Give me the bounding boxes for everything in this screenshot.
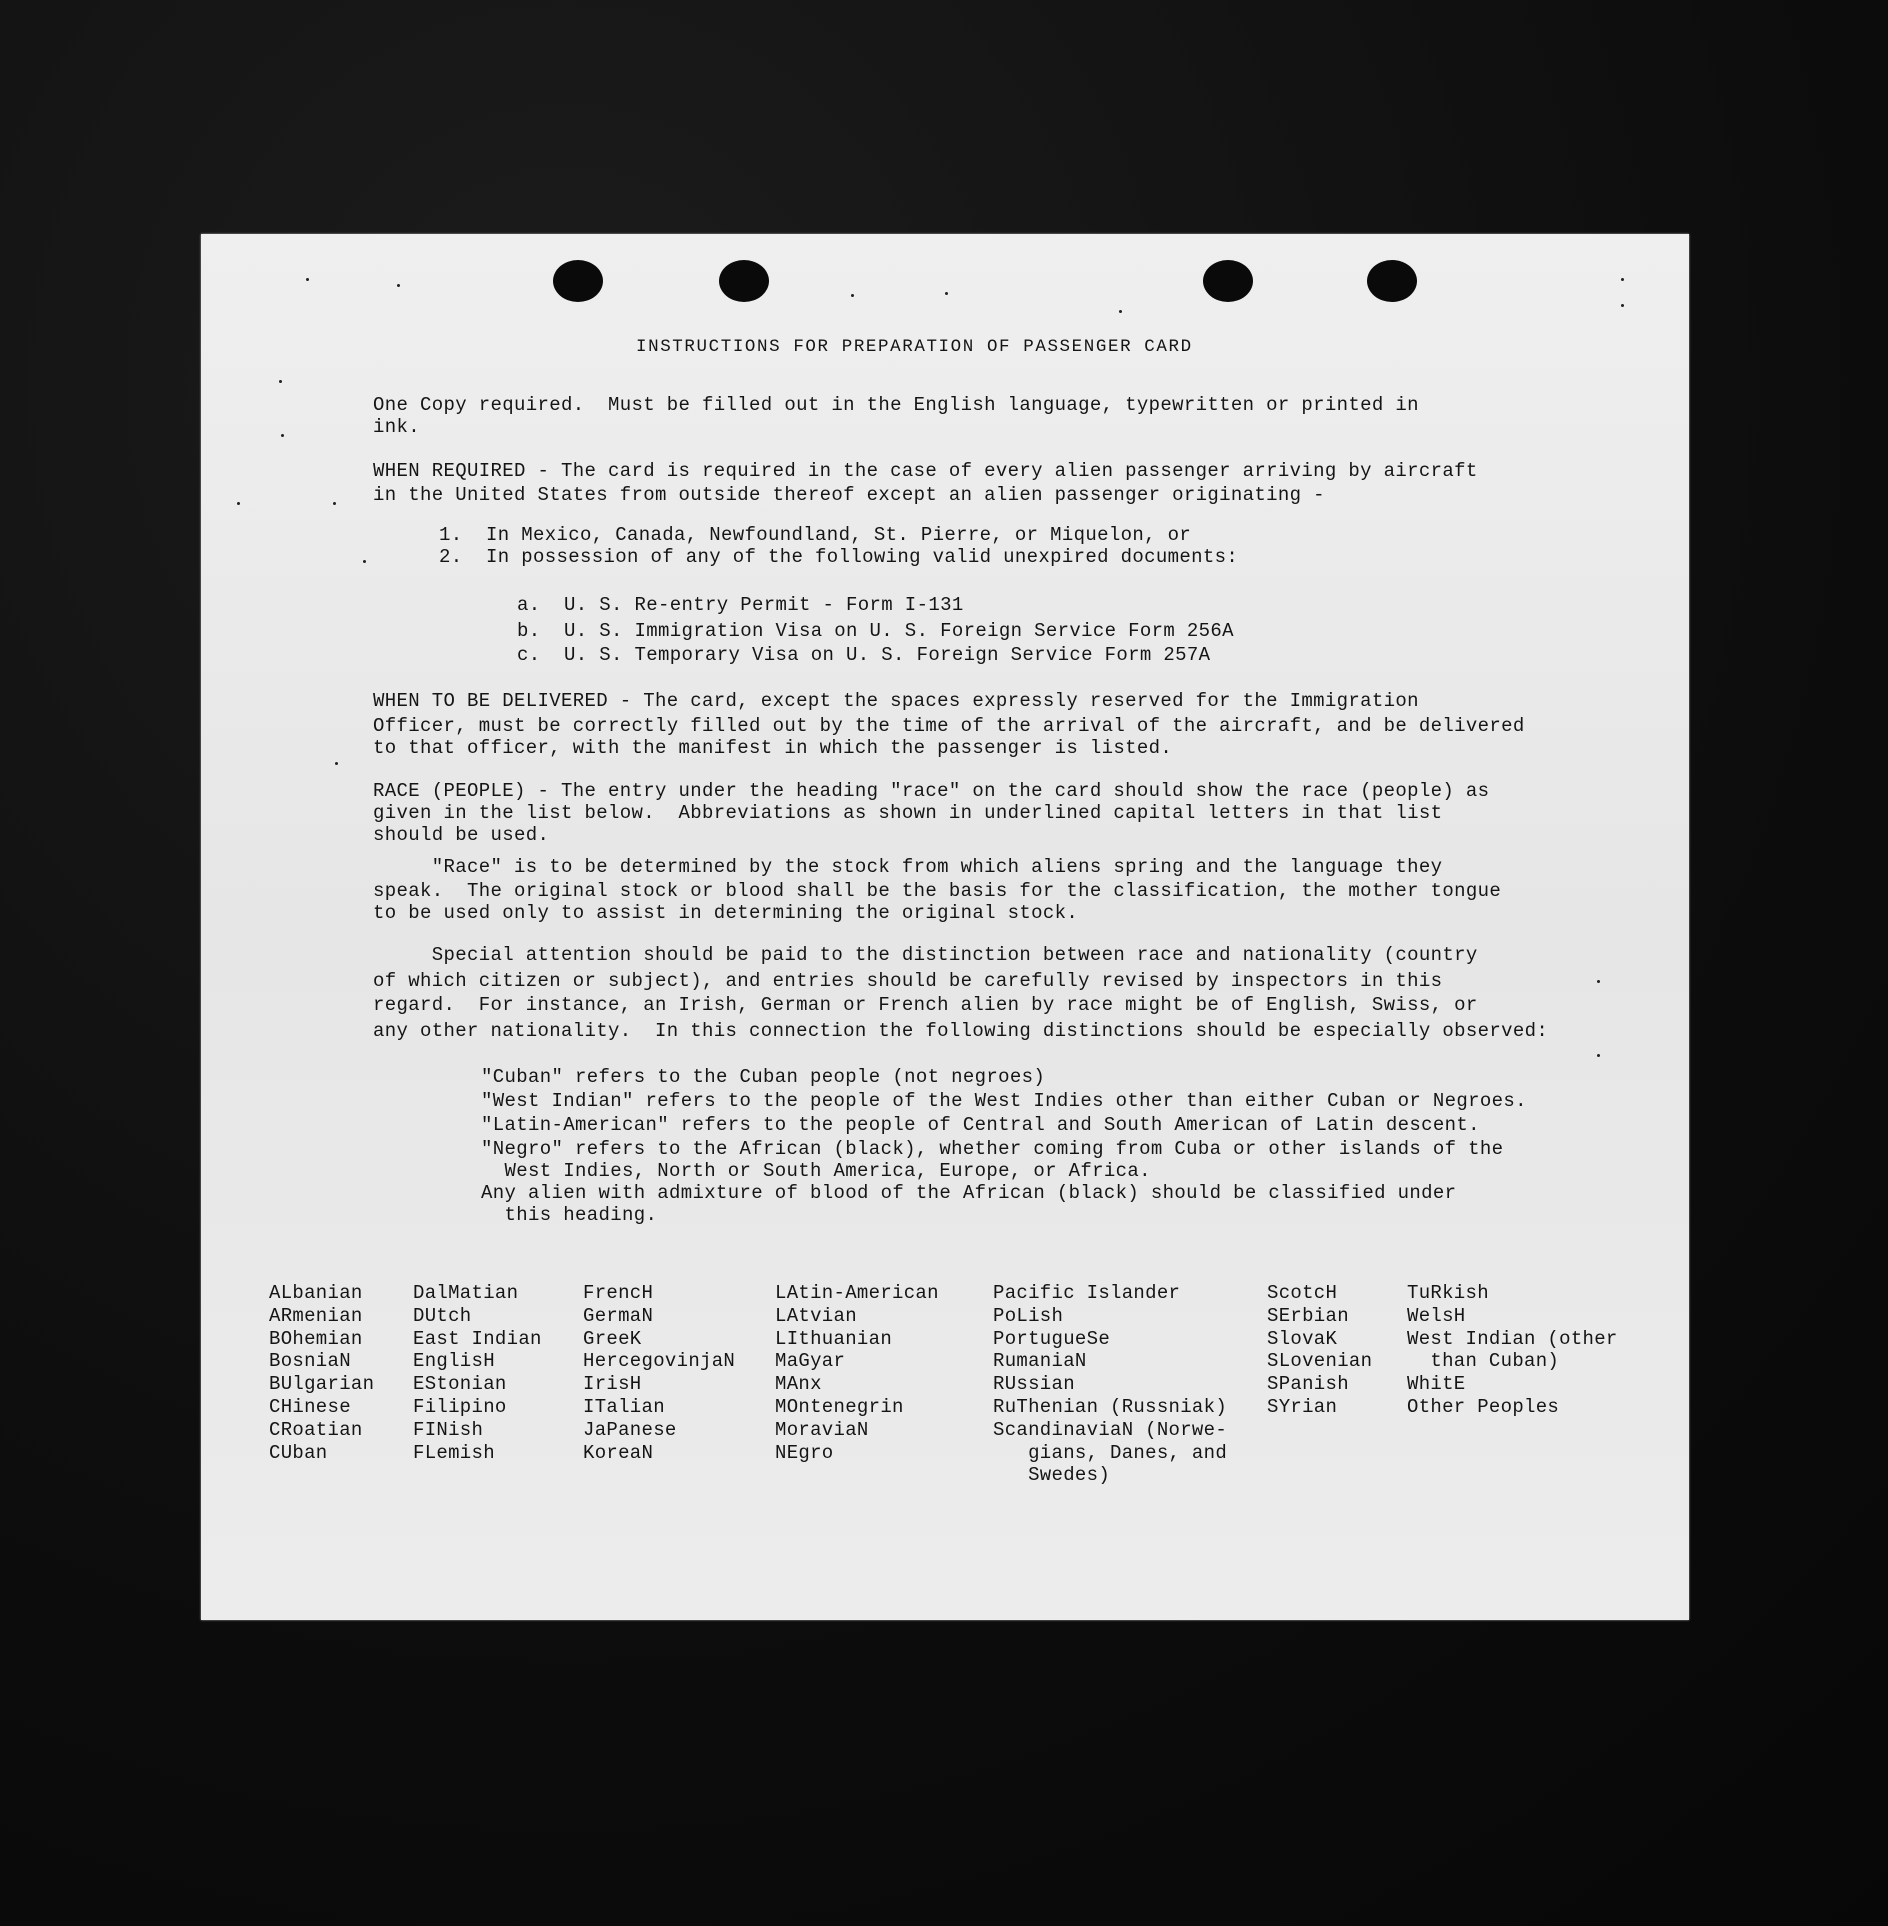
race-def-line-1: "Race" is to be determined by the stock from which aliens spring and the language they bbox=[373, 856, 1443, 878]
document-page bbox=[201, 234, 1689, 1620]
race-entry: GreeK bbox=[583, 1327, 642, 1350]
race-entry: BUlgarian bbox=[269, 1373, 375, 1396]
distinction-line-4: "Negro" refers to the African (black), whether coming from Cuba or other islands of the bbox=[481, 1138, 1504, 1160]
lettered-item-c: c. U. S. Temporary Visa on U. S. Foreign Service Form 257A bbox=[517, 644, 1211, 666]
race-entry: MOntenegrin bbox=[775, 1395, 904, 1418]
race-def-line-2: speak. The original stock or blood shall be the basis for the classification, the mother tongue bbox=[373, 880, 1502, 902]
lettered-item-a: a. U. S. Re-entry Permit - Form I-131 bbox=[517, 594, 964, 616]
race-entry: LIthuanian bbox=[775, 1327, 893, 1350]
race-column-3 bbox=[583, 1282, 735, 1464]
race-entry: ALbanian bbox=[269, 1282, 363, 1304]
race-entry: LAtvian bbox=[775, 1304, 857, 1327]
race-entry: HercegovinjaN bbox=[583, 1350, 736, 1373]
distinction-line-3: "Latin-American" refers to the people of Central and South American of Latin descent. bbox=[481, 1114, 1480, 1136]
race-entry: FLemish bbox=[413, 1441, 495, 1464]
race-entry: ScandinaviaN (Norwe- bbox=[993, 1418, 1228, 1441]
when-delivered-line-2: Officer, must be correctly filled out by the time of the arrival of the aircraft, and be delivered bbox=[373, 715, 1525, 737]
race-line-1: RACE (PEOPLE) - The entry under the heading "race" on the card should show the race (people) as bbox=[373, 780, 1490, 802]
race-column-4 bbox=[775, 1282, 939, 1464]
race-entry: GermaN bbox=[583, 1304, 654, 1327]
distinction-line-2: "West Indian" refers to the people of the West Indies other than either Cuban or Negroes. bbox=[481, 1090, 1527, 1112]
special-line-2: of which citizen or subject), and entries should be carefully revised by inspectors in this bbox=[373, 970, 1443, 992]
race-column-6 bbox=[1267, 1282, 1372, 1419]
race-entry: IrisH bbox=[583, 1373, 642, 1396]
race-entry: CRoatian bbox=[269, 1418, 363, 1441]
race-entry: KoreaN bbox=[583, 1441, 654, 1464]
race-entry: gians, Danes, and bbox=[993, 1441, 1228, 1464]
special-line-4: any other nationality. In this connection the following distinctions should be especially observed: bbox=[373, 1020, 1549, 1042]
race-entry: RUssian bbox=[993, 1373, 1075, 1396]
race-entry: East Indian bbox=[413, 1327, 542, 1350]
race-entry: DUtch bbox=[413, 1304, 472, 1327]
race-entry: SErbian bbox=[1267, 1304, 1349, 1327]
race-entry: RumaniaN bbox=[993, 1350, 1087, 1373]
race-entry: MAnx bbox=[775, 1373, 822, 1396]
race-entry: SPanish bbox=[1267, 1373, 1349, 1396]
special-line-1: Special attention should be paid to the distinction between race and nationality (country bbox=[373, 944, 1478, 966]
race-line-3: should be used. bbox=[373, 824, 550, 846]
race-entry: than Cuban) bbox=[1407, 1350, 1560, 1373]
intro-line-2: ink. bbox=[373, 416, 421, 438]
punch-hole bbox=[719, 260, 769, 302]
special-line-3: regard. For instance, an Irish, German or French alien by race might be of English, Swiss, or bbox=[373, 994, 1478, 1016]
when-delivered-line-1: WHEN TO BE DELIVERED - The card, except the spaces expressly reserved for the Immigration bbox=[373, 690, 1419, 712]
lettered-item-b: b. U. S. Immigration Visa on U. S. Foreign Service Form 256A bbox=[517, 620, 1234, 642]
numbered-item-1: 1. In Mexico, Canada, Newfoundland, St. Pierre, or Miquelon, or bbox=[439, 524, 1192, 546]
race-entry: West Indian (other bbox=[1407, 1327, 1618, 1350]
race-entry: PoLish bbox=[993, 1304, 1064, 1327]
document-title: INSTRUCTIONS FOR PREPARATION OF PASSENGER CARD bbox=[636, 337, 1193, 357]
distinction-line-1: "Cuban" refers to the Cuban people (not negroes) bbox=[481, 1066, 1046, 1088]
race-entry: NEgro bbox=[775, 1441, 834, 1464]
race-entry: ITalian bbox=[583, 1395, 665, 1418]
race-entry: JaPanese bbox=[583, 1418, 677, 1441]
punch-hole bbox=[1203, 260, 1253, 302]
race-entry: EStonian bbox=[413, 1373, 507, 1396]
race-entry: PortugueSe bbox=[993, 1327, 1111, 1350]
race-entry: CHinese bbox=[269, 1395, 351, 1418]
punch-hole bbox=[1367, 260, 1417, 302]
race-entry: WhitE bbox=[1407, 1373, 1466, 1396]
race-entry: FINish bbox=[413, 1418, 484, 1441]
race-entry: RuThenian (Russniak) bbox=[993, 1395, 1228, 1418]
race-entry: Filipino bbox=[413, 1395, 507, 1418]
race-entry: BosniaN bbox=[269, 1350, 351, 1373]
distinction-line-5: West Indies, North or South America, Europe, or Africa. bbox=[481, 1160, 1151, 1182]
race-def-line-3: to be used only to assist in determining the original stock. bbox=[373, 902, 1079, 924]
race-entry: MoraviaN bbox=[775, 1418, 869, 1441]
when-required-line-1: WHEN REQUIRED - The card is required in the case of every alien passenger arriving by aircraft bbox=[373, 460, 1478, 482]
punch-hole bbox=[553, 260, 603, 302]
race-entry: MaGyar bbox=[775, 1350, 846, 1373]
when-required-line-2: in the United States from outside thereof except an alien passenger originating - bbox=[373, 484, 1325, 506]
race-entry: Pacific Islander bbox=[993, 1282, 1181, 1304]
race-entry: ScotcH bbox=[1267, 1282, 1338, 1304]
race-entry: FrencH bbox=[583, 1282, 654, 1304]
race-column-7 bbox=[1407, 1282, 1618, 1419]
race-entry: BOhemian bbox=[269, 1327, 363, 1350]
race-line-2: given in the list below. Abbreviations as shown in underlined capital letters in that list bbox=[373, 802, 1443, 824]
race-entry: CUban bbox=[269, 1441, 328, 1464]
when-delivered-line-3: to that officer, with the manifest in which the passenger is listed. bbox=[373, 737, 1173, 759]
race-entry: Other Peoples bbox=[1407, 1395, 1560, 1418]
race-entry: Swedes) bbox=[993, 1464, 1111, 1487]
distinction-line-7: this heading. bbox=[481, 1204, 658, 1226]
race-entry: SYrian bbox=[1267, 1395, 1338, 1418]
race-entry: SLovenian bbox=[1267, 1350, 1373, 1373]
race-column-1 bbox=[269, 1282, 374, 1464]
intro-line-1: One Copy required. Must be filled out in the English language, typewritten or printed in bbox=[373, 394, 1419, 416]
race-entry: EnglisH bbox=[413, 1350, 495, 1373]
race-entry: ARmenian bbox=[269, 1304, 363, 1327]
distinction-line-6: Any alien with admixture of blood of the African (black) should be classified under bbox=[481, 1182, 1457, 1204]
race-entry: WelsH bbox=[1407, 1304, 1466, 1327]
numbered-item-2: 2. In possession of any of the following valid unexpired documents: bbox=[439, 546, 1239, 568]
race-entry: LAtin-American bbox=[775, 1282, 939, 1304]
race-entry: TuRkish bbox=[1407, 1282, 1489, 1304]
race-entry: SlovaK bbox=[1267, 1327, 1338, 1350]
race-column-2 bbox=[413, 1282, 542, 1464]
race-entry: DalMatian bbox=[413, 1282, 519, 1304]
race-column-5 bbox=[993, 1282, 1227, 1487]
